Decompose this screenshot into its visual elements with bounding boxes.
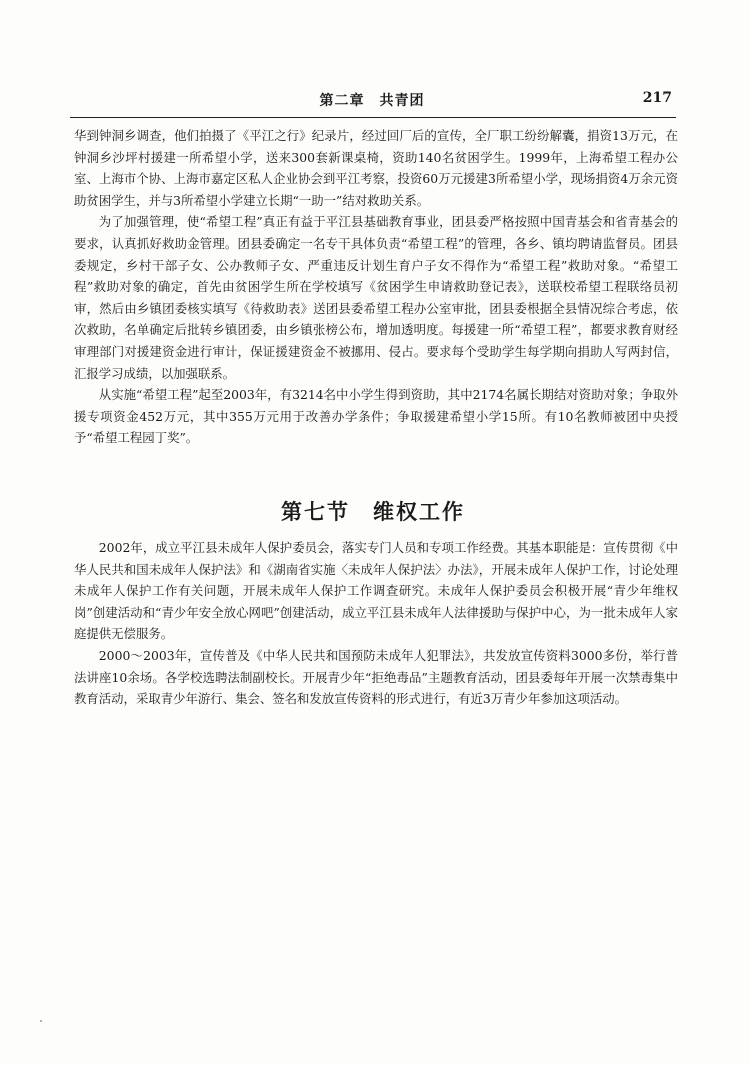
section-title: 第七节 维权工作 <box>281 500 465 524</box>
body-text-top <box>74 125 678 449</box>
page-number: 217 <box>642 90 672 106</box>
header-rule <box>70 117 676 118</box>
paragraph-protection-committee: 2002年，成立平江县未成年人保护委员会，落实专门人员和专项工作经费。其基本职能是：宣传贯彻《中华人民共和国未成年人保护法》和《湖南省实施〈未成年人保护法〉办法》，开展未成年人保护工作，讨论处理未成年人保护工作有关问题，开展未成年人保护工作调查研究。未成年人保护委员会积极开展“青少年维权岗”创建活动和“青少年安全放心网吧”创建活动，成立平江县未成年人法律援助与保护中心，为一批未成年人家庭提供无偿服务。 <box>74 540 678 642</box>
paragraph-results: 从实施“希望工程”起至2003年，有3214名中小学生得到资助，其中2174名属长期结对资助对象；争取外援专项资金452万元，其中355万元用于改善办学条件；争取援建希望小学15所。有10名教师被团中央授予“希望工程园丁奖”。 <box>74 387 678 446</box>
body-text-bottom <box>74 537 678 710</box>
paragraph-management: 为了加强管理，使“希望工程”真正有益于平江县基础教育事业，团县委严格按照中国青基会和省青基会的要求，认真抓好救助金管理。团县委确定一名专干具体负责“希望工程”的管理，各乡、镇均聘请监督员。团县委规定，乡村干部子女、公办教师子女、严重违反计划生育户子女不得作为“希望工程”救助对象。“希望工程”救助对象的确定，首先由贫困学生所在学校填写《贫困学生申请救助登记表》，送联校希望工程联络员初审，然后由乡镇团委核实填写《待救助表》送团县委希望工程办公室审批，团县委根据全县情况综合考虑，依次救助，名单确定后批转乡镇团委，由乡镇张榜公布，增加透明度。每援建一所“希望工程”，都要求教育财经审理部门对援建资金进行审计，保证援建资金不被挪用、侵占。要求每个受助学生每学期向捐助人写两封信，汇报学习成绩，以加强联系。 <box>74 214 678 381</box>
page-header <box>70 88 674 112</box>
paragraph-continuation: 华到钟洞乡调查，他们拍摄了《平江之行》纪录片，经过回厂后的宣传，全厂职工纷纷解囊，捐资13万元，在钟洞乡沙坪村援建一所希望小学，送来300套新课桌椅，资助140名贫困学生。1999年，上海希望工程办公室、上海市个协、上海市嘉定区私人企业协会到平江考察，投资60万元援建3所希望小学，现场捐资4万余元资助贫困学生，并与3所希望小学建立长期“一助一”结对救助关系。 <box>74 128 678 208</box>
scan-speck <box>40 1020 42 1022</box>
paragraph-legal-education: 2000～2003年，宣传普及《中华人民共和国预防未成年人犯罪法》，共发放宣传资料3000多份，举行普法讲座10余场。各学校选聘法制副校长。开展青少年“拒绝毒品”主题教育活动，团县委每年开展一次禁毒集中教育活动，采取青少年游行、集会、签名和发放宣传资料的形式进行，有近3万青少年参加这项活动。 <box>74 647 678 707</box>
running-title: 第二章 共青团 <box>319 93 425 109</box>
